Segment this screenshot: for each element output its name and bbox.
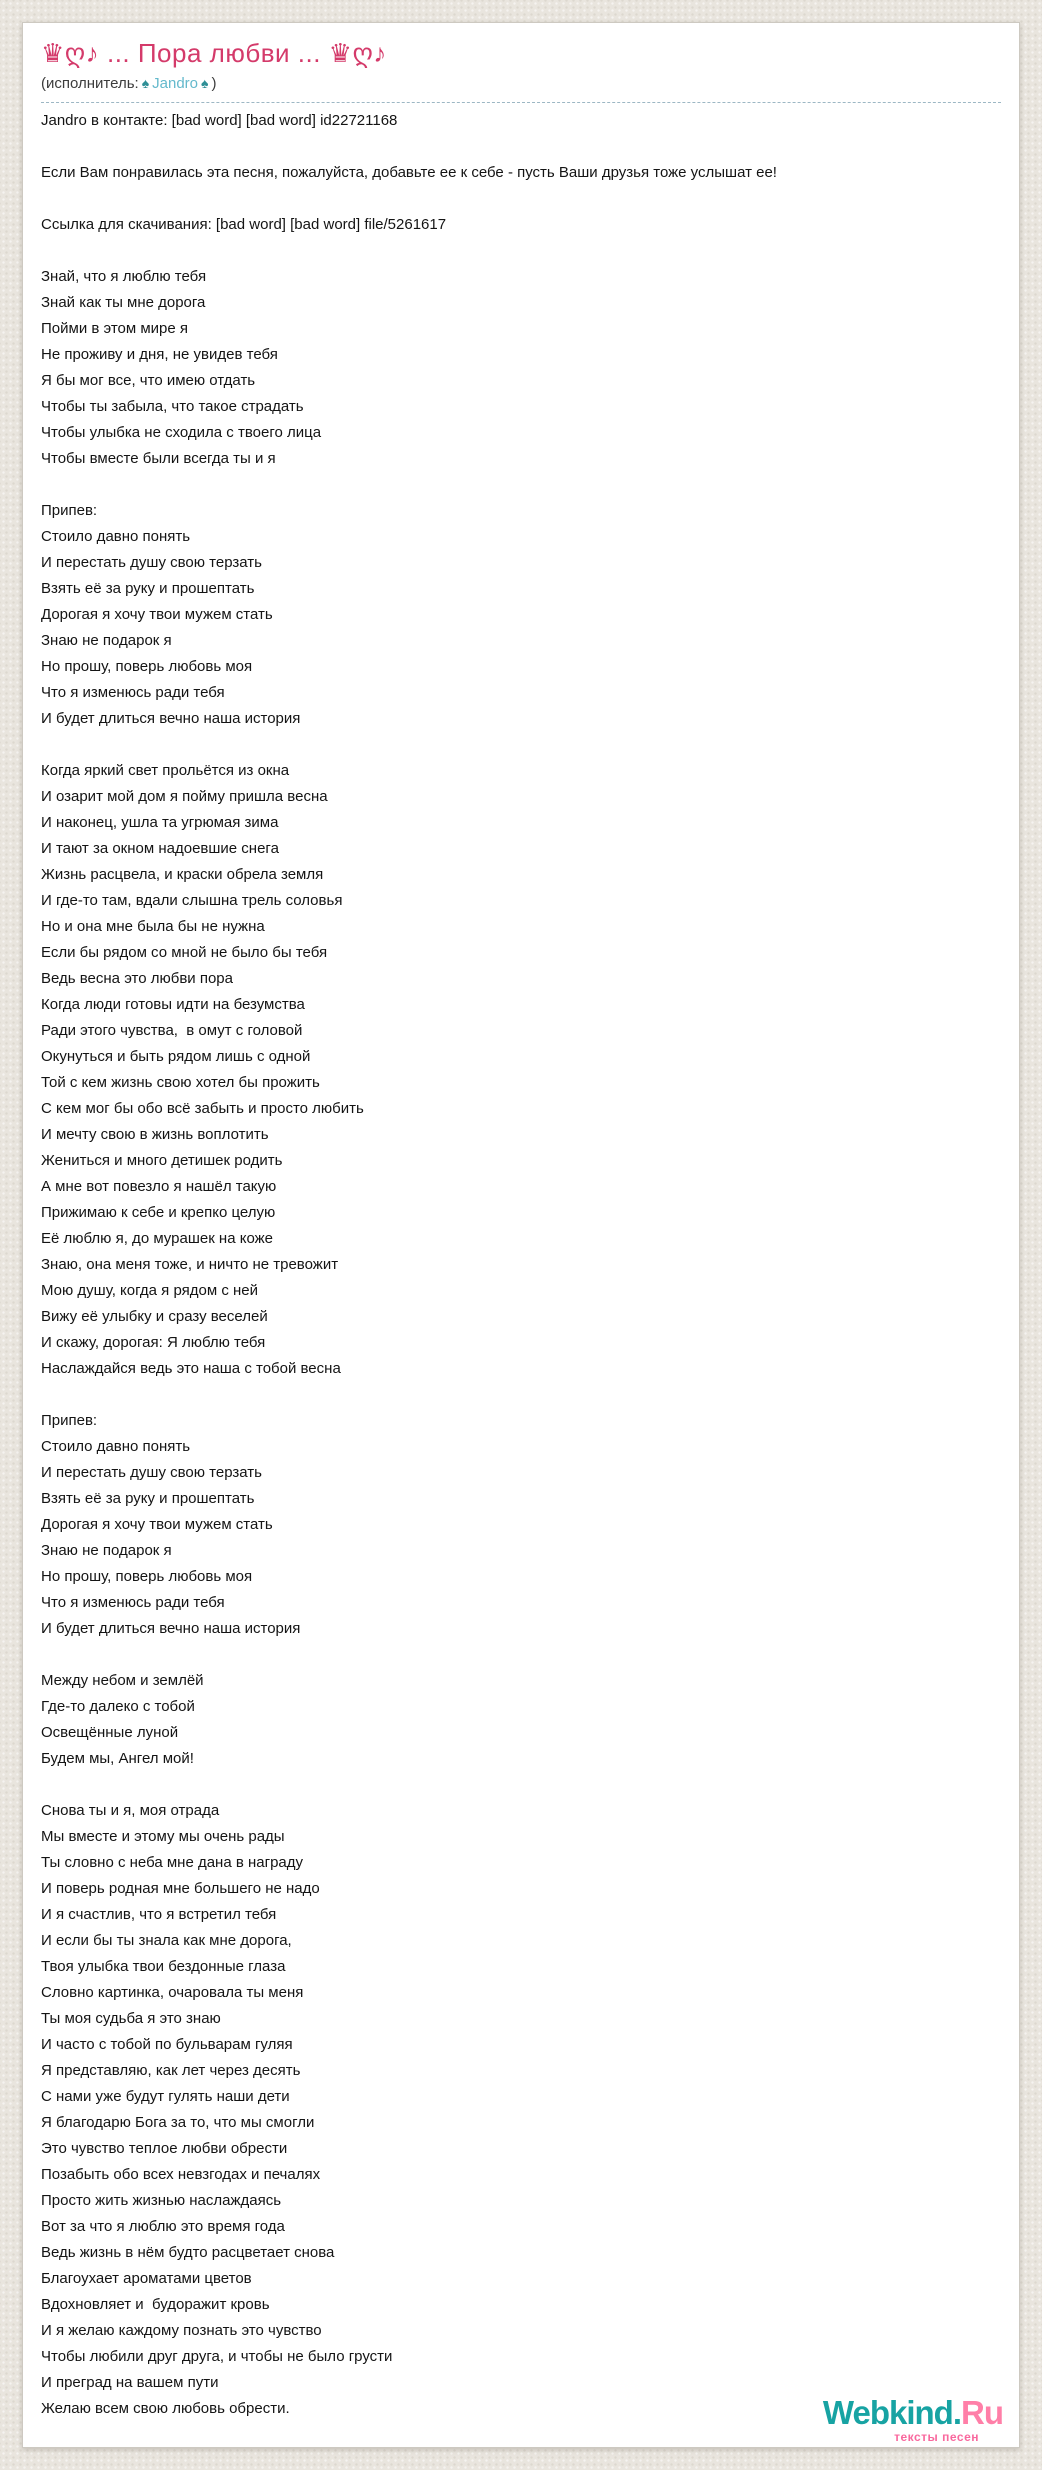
lyrics-line: Чтобы ты забыла, что такое страдать	[41, 398, 304, 415]
lyrics-line: Я представляю, как лет через десять	[41, 2062, 301, 2079]
lyrics-line: Дорогая я хочу твои мужем стать	[41, 606, 273, 623]
lyrics-line: И поверь родная мне большего не надо	[41, 1880, 320, 1897]
lyrics-line: Жениться и много детишек родить	[41, 1152, 283, 1169]
lyrics-line: И часто с тобой по бульварам гуляя	[41, 2036, 293, 2053]
footer	[823, 2396, 1003, 2443]
lyrics-line: Что я изменюсь ради тебя	[41, 1594, 225, 1611]
lyrics-line	[41, 186, 1001, 212]
lyrics-line: Словно картинка, очаровала ты меня	[41, 1984, 304, 2001]
lyrics-line: Той с кем жизнь свою хотел бы прожить	[41, 1074, 320, 1091]
lyrics-line: Когда люди готовы идти на безумства	[41, 996, 305, 1013]
lyrics-line: Припев:	[41, 1412, 98, 1429]
lyrics-line: Знаю не подарок я	[41, 1542, 172, 1559]
lyrics-line: Мою душу, когда я рядом с ней	[41, 1282, 259, 1299]
lyrics-line: Вот за что я люблю это время года	[41, 2218, 285, 2235]
lyrics-line: Ведь жизнь в нём будто расцветает снова	[41, 2244, 335, 2261]
lyrics-line	[41, 134, 1001, 160]
lyrics-line: Пойми в этом мире я	[41, 320, 189, 337]
lyrics-line: Знаю не подарок я	[41, 632, 172, 649]
logo-text-main: Webkind.	[822, 2394, 961, 2431]
lyrics-line: И тают за окном надоевшие снега	[41, 840, 279, 857]
spade-icon-left: ♠	[141, 75, 150, 91]
lyrics-line: И перестать душу свою терзать	[41, 554, 262, 571]
lyrics-line: Освещённые луной	[41, 1724, 179, 1741]
lyrics-line	[41, 1642, 1001, 1668]
lyrics-line: И я желаю каждому познать это чувство	[41, 2322, 322, 2339]
song-title: ♛ღ♪ ... Пора любви ... ♛ღ♪	[41, 38, 387, 68]
lyrics-line: Не проживу и дня, не увидев тебя	[41, 346, 278, 363]
lyrics-line: Стоило давно понять	[41, 528, 191, 545]
artist-suffix: )	[211, 75, 217, 92]
lyrics-line: Жизнь расцвела, и краски обрела земля	[41, 866, 324, 883]
lyrics-line: Знай как ты мне дорога	[41, 294, 206, 311]
lyrics-line: Чтобы улыбка не сходила с твоего лица	[41, 424, 322, 441]
lyrics-line: Я благодарю Бога за то, что мы смогли	[41, 2114, 315, 2131]
lyrics-line: Чтобы любили друг друга, и чтобы не было грусти	[41, 2348, 393, 2365]
lyrics-line: И мечту свою в жизнь воплотить	[41, 1126, 269, 1143]
lyrics-line: Стоило давно понять	[41, 1438, 191, 1455]
lyrics-line	[41, 732, 1001, 758]
lyrics-line: Но прошу, поверь любовь моя	[41, 658, 253, 675]
lyrics-line: Ведь весна это любви пора	[41, 970, 233, 987]
lyrics-line: С нами уже будут гулять наши дети	[41, 2088, 290, 2105]
lyrics-line: И я счастлив, что я встретил тебя	[41, 1906, 277, 1923]
lyrics-line	[41, 1772, 1001, 1798]
lyrics-line: Просто жить жизнью наслаждаясь	[41, 2192, 282, 2209]
webkind-logo[interactable]	[823, 2396, 1003, 2429]
logo-text-ru: Ru	[961, 2394, 1003, 2431]
lyrics-line: Ради этого чувства, в омут с головой	[41, 1022, 303, 1039]
lyrics-line: Ты словно с неба мне дана в награду	[41, 1854, 304, 1871]
lyrics-line: Знай, что я люблю тебя	[41, 268, 207, 285]
lyrics-line: Если Вам понравилась эта песня, пожалуйста, добавьте ее к себе - пусть Ваши друзья тоже услышат ее!	[41, 164, 777, 181]
lyrics-line: И наконец, ушла та угрюмая зима	[41, 814, 279, 831]
lyrics-line: Желаю всем свою любовь обрести.	[41, 2400, 290, 2417]
lyrics-line	[41, 1382, 1001, 1408]
lyrics-line: Взять её за руку и прошептать	[41, 580, 255, 597]
lyrics-line: Прижимаю к себе и крепко целую	[41, 1204, 276, 1221]
lyrics-line: Вижу её улыбку и сразу веселей	[41, 1308, 268, 1325]
lyrics-line: А мне вот повезло я нашёл такую	[41, 1178, 277, 1195]
lyrics-line: Позабыть обо всех невзгодах и печалях	[41, 2166, 321, 2183]
lyrics-line: И озарит мой дом я пойму пришла весна	[41, 788, 328, 805]
lyrics-line: Снова ты и я, моя отрада	[41, 1802, 220, 1819]
spade-icon-right: ♠	[201, 75, 209, 91]
lyrics-line: Чтобы вместе были всегда ты и я	[41, 450, 276, 467]
card-content	[23, 23, 1019, 2422]
lyrics-line: Её люблю я, до мурашек на коже	[41, 1230, 274, 1247]
lyrics-line: Припев:	[41, 502, 98, 519]
logo-tagline: тексты песен	[894, 2430, 979, 2444]
lyrics-line: И будет длиться вечно наша история	[41, 1620, 301, 1637]
artist-link[interactable]: Jandro	[152, 75, 199, 92]
lyrics-line: Окунуться и быть рядом лишь с одной	[41, 1048, 311, 1065]
lyrics-line	[41, 238, 1001, 264]
lyrics-line: Благоухает ароматами цветов	[41, 2270, 252, 2287]
lyrics-line: Будем мы, Ангел мой!	[41, 1750, 194, 1767]
artist-row	[41, 71, 1001, 103]
lyrics-line: Где-то далеко с тобой	[41, 1698, 195, 1715]
lyrics-line: Я бы мог все, что имею отдать	[41, 372, 256, 389]
lyrics-line: И где-то там, вдали слышна трель соловья	[41, 892, 343, 909]
lyrics-line: Это чувство теплое любви обрести	[41, 2140, 288, 2157]
lyrics-line: Если бы рядом со мной не было бы тебя	[41, 944, 328, 961]
lyrics-line: Твоя улыбка твои бездонные глаза	[41, 1958, 286, 1975]
lyrics-line: С кем мог бы обо всё забыть и просто любить	[41, 1100, 364, 1117]
lyrics-line: Дорогая я хочу твои мужем стать	[41, 1516, 273, 1533]
lyrics-line: Но и она мне была бы не нужна	[41, 918, 265, 935]
lyrics-line: Мы вместе и этому мы очень рады	[41, 1828, 285, 1845]
lyrics-card	[22, 22, 1020, 2448]
lyrics-line: Вдохновляет и будоражит кровь	[41, 2296, 270, 2313]
lyrics-line: Между небом и землёй	[41, 1672, 204, 1689]
artist-prefix: (исполнитель:	[41, 75, 139, 92]
lyrics-line: И будет длиться вечно наша история	[41, 710, 301, 727]
lyrics-line	[41, 472, 1001, 498]
lyrics-line: Ссылка для скачивания: [bad word] [bad word] file/5261617	[41, 216, 447, 233]
lyrics-line: Но прошу, поверь любовь моя	[41, 1568, 253, 1585]
lyrics-block	[41, 108, 1001, 2422]
lyrics-line: Jandro в контакте: [bad word] [bad word] id22721168	[41, 112, 398, 129]
lyrics-line: Знаю, она меня тоже, и ничто не тревожит	[41, 1256, 339, 1273]
lyrics-line: Наслаждайся ведь это наша с тобой весна	[41, 1360, 341, 1377]
lyrics-line: Взять её за руку и прошептать	[41, 1490, 255, 1507]
lyrics-line: И скажу, дорогая: Я люблю тебя	[41, 1334, 266, 1351]
lyrics-line: Ты моя судьба я это знаю	[41, 2010, 221, 2027]
lyrics-line: Когда яркий свет прольётся из окна	[41, 762, 290, 779]
lyrics-line: И перестать душу свою терзать	[41, 1464, 262, 1481]
lyrics-line: Что я изменюсь ради тебя	[41, 684, 225, 701]
lyrics-line: И если бы ты знала как мне дорога,	[41, 1932, 292, 1949]
lyrics-line: И преград на вашем пути	[41, 2374, 219, 2391]
